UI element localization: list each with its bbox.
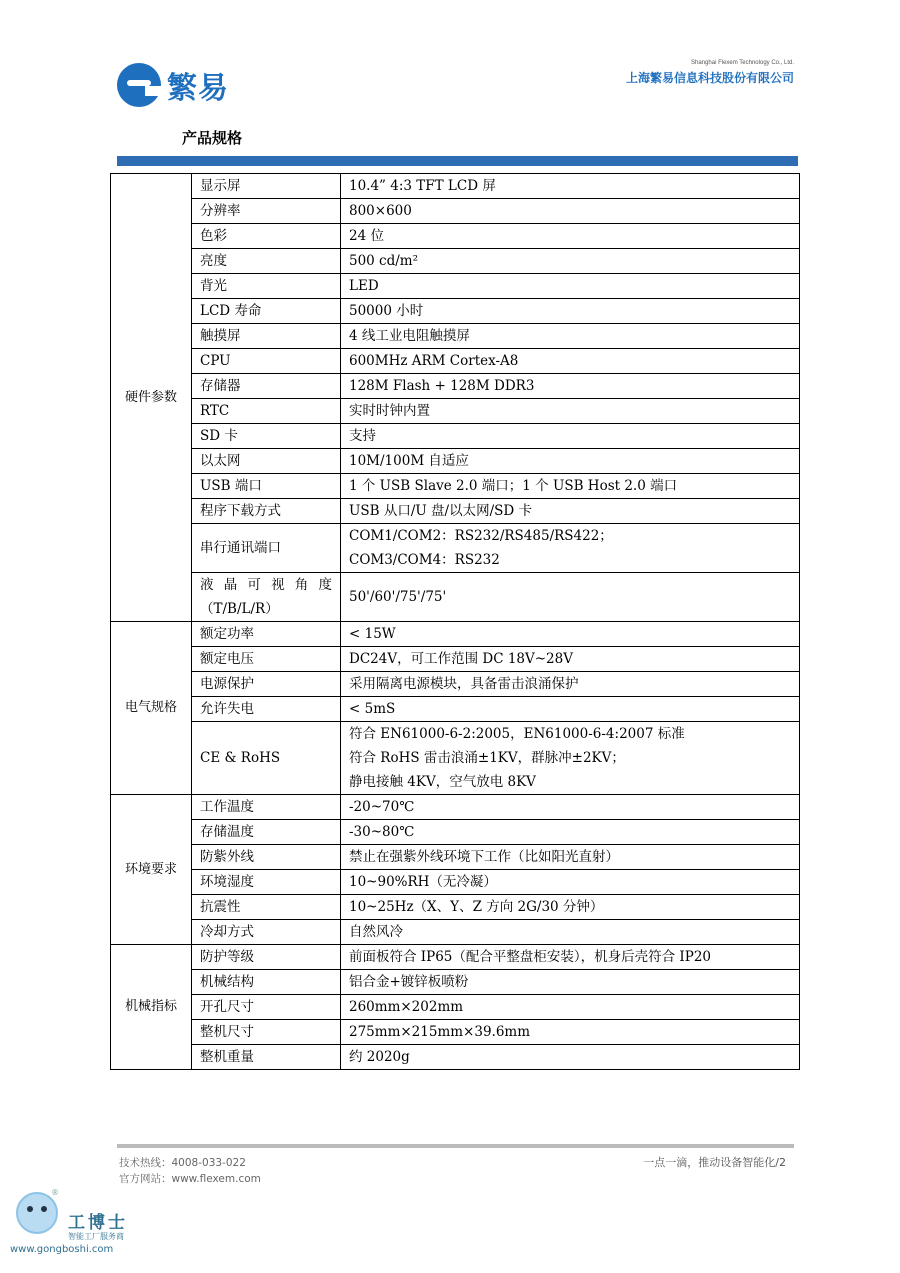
- footer-slogan: 一点一滴，推动设备智能化/2: [643, 1156, 786, 1169]
- spec-table: [110, 173, 800, 1070]
- spec-key: 整机重量: [192, 1045, 341, 1070]
- spec-key: 环境湿度: [192, 870, 341, 895]
- table-row: [111, 870, 800, 895]
- title-divider-bar: [117, 156, 798, 166]
- table-row: [111, 349, 800, 374]
- spec-value: 275mm×215mm×39.6mm: [341, 1020, 800, 1045]
- company-logo: [117, 63, 229, 107]
- watermark-name: 工博士: [68, 1213, 128, 1233]
- watermark: [10, 1190, 170, 1260]
- table-row: [111, 1020, 800, 1045]
- spec-value: 10~25Hz（X、Y、Z 方向 2G/30 分钟）: [341, 895, 800, 920]
- table-row: [111, 424, 800, 449]
- spec-value: 禁止在强紫外线环境下工作（比如阳光直射）: [341, 845, 800, 870]
- spec-value: 50'/60'/75'/75': [341, 573, 800, 622]
- table-row: [111, 324, 800, 349]
- table-row: [111, 895, 800, 920]
- company-name-cn: 上海繁易信息科技股份有限公司: [625, 71, 794, 85]
- spec-key: 机械结构: [192, 970, 341, 995]
- category-environment: 环境要求: [111, 795, 192, 945]
- spec-value: < 15W: [341, 622, 800, 647]
- table-row: [111, 697, 800, 722]
- spec-key: 电源保护: [192, 672, 341, 697]
- category-mechanical: 机械指标: [111, 945, 192, 1070]
- category-hardware: 硬件参数: [111, 174, 192, 622]
- spec-value: DC24V，可工作范围 DC 18V~28V: [341, 647, 800, 672]
- footer-divider: [117, 1144, 794, 1148]
- spec-value: LED: [341, 274, 800, 299]
- spec-value: 800×600: [341, 199, 800, 224]
- spec-value: USB 从口/U 盘/以太网/SD 卡: [341, 499, 800, 524]
- spec-value: 10~90%RH（无冷凝）: [341, 870, 800, 895]
- spec-value: 500 cd/m²: [341, 249, 800, 274]
- table-row: [111, 474, 800, 499]
- spec-value: 4 线工业电阻触摸屏: [341, 324, 800, 349]
- section-title: 产品规格: [182, 129, 243, 147]
- spec-value: < 5mS: [341, 697, 800, 722]
- spec-key: 触摸屏: [192, 324, 341, 349]
- spec-key: 防护等级: [192, 945, 341, 970]
- spec-key: CPU: [192, 349, 341, 374]
- table-row: [111, 199, 800, 224]
- table-row: [111, 399, 800, 424]
- table-row: [111, 573, 800, 622]
- spec-key: 开孔尺寸: [192, 995, 341, 1020]
- spec-key: 额定功率: [192, 622, 341, 647]
- watermark-subtitle: 智能工厂服务商: [68, 1232, 124, 1241]
- spec-value: 自然风冷: [341, 920, 800, 945]
- table-row: [111, 1045, 800, 1070]
- spec-value: 50000 小时: [341, 299, 800, 324]
- company-name-en: Shanghai Flexem Technology Co., Ltd.: [691, 60, 794, 66]
- spec-key: 工作温度: [192, 795, 341, 820]
- table-row: [111, 622, 800, 647]
- spec-key: [192, 573, 341, 622]
- spec-value: 600MHz ARM Cortex-A8: [341, 349, 800, 374]
- spec-key: 存储器: [192, 374, 341, 399]
- table-row: [111, 174, 800, 199]
- spec-value: 24 位: [341, 224, 800, 249]
- ce-line-3: 静电接触 4KV，空气放电 8KV: [349, 774, 536, 790]
- table-row: [111, 299, 800, 324]
- table-row: [111, 249, 800, 274]
- logo-text: 繁易: [167, 71, 229, 106]
- spec-key: SD 卡: [192, 424, 341, 449]
- table-row: [111, 499, 800, 524]
- spec-key: 允许失电: [192, 697, 341, 722]
- spec-key: 防紫外线: [192, 845, 341, 870]
- watermark-url: www.gongboshi.com: [10, 1244, 114, 1255]
- serial-line-2: COM3/COM4：RS232: [349, 552, 500, 568]
- table-row: [111, 274, 800, 299]
- mascot-icon: [16, 1192, 58, 1234]
- spec-key: 抗震性: [192, 895, 341, 920]
- spec-key: 串行通讯端口: [192, 524, 341, 573]
- spec-value: 128M Flash + 128M DDR3: [341, 374, 800, 399]
- spec-value: 约 2020g: [341, 1045, 800, 1070]
- table-row: [111, 672, 800, 697]
- spec-value: 铝合金+镀锌板喷粉: [341, 970, 800, 995]
- spec-key: 亮度: [192, 249, 341, 274]
- spec-key: 背光: [192, 274, 341, 299]
- spec-key: 色彩: [192, 224, 341, 249]
- spec-value: 支持: [341, 424, 800, 449]
- table-row: [111, 722, 800, 795]
- table-row: [111, 820, 800, 845]
- angle-key-line-2: （T/B/L/R）: [200, 601, 279, 617]
- spec-key: 显示屏: [192, 174, 341, 199]
- spec-value: -20~70℃: [341, 795, 800, 820]
- spec-key: LCD 寿命: [192, 299, 341, 324]
- spec-value: 采用隔离电源模块，具备雷击浪涌保护: [341, 672, 800, 697]
- footer-website: 官方网站：www.flexem.com: [119, 1173, 261, 1185]
- table-row: [111, 647, 800, 672]
- table-row: [111, 795, 800, 820]
- registered-mark: ®: [51, 1188, 59, 1197]
- serial-line-1: COM1/COM2：RS232/RS485/RS422；: [349, 528, 613, 544]
- logo-e-icon: [117, 63, 161, 107]
- table-row: [111, 845, 800, 870]
- spec-key: 程序下载方式: [192, 499, 341, 524]
- ce-line-1: 符合 EN61000-6-2:2005，EN61000-6-4:2007 标准: [349, 726, 685, 742]
- table-row: [111, 945, 800, 970]
- table-row: [111, 970, 800, 995]
- spec-value: 10M/100M 自适应: [341, 449, 800, 474]
- spec-value: -30~80℃: [341, 820, 800, 845]
- spec-key: CE & RoHS: [192, 722, 341, 795]
- table-row: [111, 995, 800, 1020]
- spec-value: 10.4” 4:3 TFT LCD 屏: [341, 174, 800, 199]
- spec-value: 1 个 USB Slave 2.0 端口；1 个 USB Host 2.0 端口: [341, 474, 800, 499]
- ce-line-2: 符合 RoHS 雷击浪涌±1KV，群脉冲±2KV；: [349, 750, 625, 766]
- spec-value: [341, 722, 800, 795]
- spec-key: 分辨率: [192, 199, 341, 224]
- spec-key: 存储温度: [192, 820, 341, 845]
- spec-key: 冷却方式: [192, 920, 341, 945]
- spec-value: 前面板符合 IP65（配合平整盘柜安装），机身后壳符合 IP20: [341, 945, 800, 970]
- footer-contact: [119, 1155, 261, 1187]
- spec-key: 额定电压: [192, 647, 341, 672]
- table-row: [111, 224, 800, 249]
- spec-value: 260mm×202mm: [341, 995, 800, 1020]
- footer-hotline: 技术热线：4008-033-022: [119, 1157, 246, 1169]
- spec-key: USB 端口: [192, 474, 341, 499]
- spec-key: RTC: [192, 399, 341, 424]
- spec-value: 实时时钟内置: [341, 399, 800, 424]
- spec-key: 以太网: [192, 449, 341, 474]
- table-row: [111, 920, 800, 945]
- spec-value: [341, 524, 800, 573]
- category-electrical: 电气规格: [111, 622, 192, 795]
- table-row: [111, 524, 800, 573]
- spec-key: 整机尺寸: [192, 1020, 341, 1045]
- angle-key-line-1: 液 晶 可 视 角 度: [200, 577, 332, 593]
- table-row: [111, 374, 800, 399]
- table-row: [111, 449, 800, 474]
